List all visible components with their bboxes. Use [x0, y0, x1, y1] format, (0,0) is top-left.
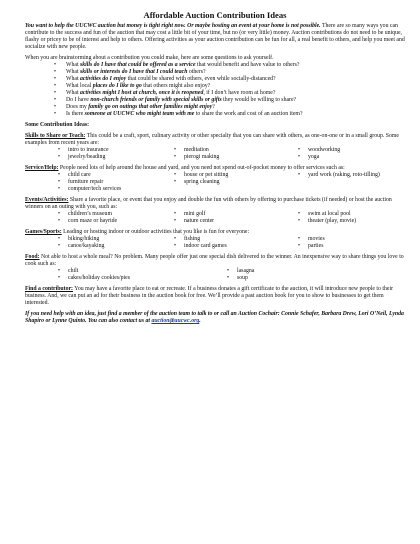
events-list — [25, 211, 405, 225]
service-list — [25, 172, 405, 193]
list-item: • cakes/holiday cookies/pies — [58, 275, 223, 282]
service-paragraph: Service/Help: People need lots of help around the house and yard, and you need not spend out-of-pocket money to offer services such as: — [25, 165, 345, 171]
list-item: • house or pet sitting — [174, 172, 294, 179]
list-item: • intro to insurance — [58, 147, 170, 154]
question-item: • What skills or interests do I have that I could teach others? — [66, 69, 405, 76]
list-item: • parties — [298, 243, 408, 250]
question-item: • What activities do I enjoy that could be shared with others, even while socially-distanced? — [66, 76, 405, 83]
food-paragraph: Food: Not able to host a whole meal? No problem. Many people offer just one special dish delivered to the winner. An inexpensive way to share things you love to cook such as: — [25, 254, 404, 267]
intro-lead: You want to help the UUCWC auction but money is tight right now. Or maybe hosting an event at your home is not possible. — [25, 23, 321, 29]
games-list — [25, 236, 405, 250]
list-item: • lasagna — [227, 268, 387, 275]
events-paragraph: Events/Activities: Share a favorite place, or event that you enjoy and double the fun with others by offering to purchase tickets (if needed) or host the auction winners on an outing with you, such as: — [25, 197, 392, 210]
list-item: • computer/tech services — [58, 186, 170, 193]
question-item: • What activities might I host at church, once it is reopened, if I don’t have room at home? — [66, 90, 405, 97]
page-title: Affordable Auction Contribution Ideas — [143, 10, 287, 20]
list-item: • chili — [58, 268, 223, 275]
skills-paragraph: Skills to Share or Teach: This could be a craft, sport, culinary activity or other specialty that you can share with others, as one-on-one or in a small group. Some examples from recent years are: — [25, 133, 399, 146]
list-item: • yard work (raking, roto-tilling) — [298, 172, 408, 179]
footer-note: If you need help with an idea, just find a member of the auction team to talk to or call an Auction Cochair: Connie Schafer, Barbara Drew, Lori O’Neil, Lynda Shapiro or Lynne Quinto. You can also contact us at auction@uucwc.org. — [25, 311, 404, 324]
games-paragraph: Games/Sports: Leading or hosting indoor or outdoor activities that you like is fun for everyone: — [25, 229, 250, 235]
list-item: • biking/hiking — [58, 236, 170, 243]
list-item: • woodworking — [298, 147, 408, 154]
list-item: • nature center — [174, 218, 294, 225]
list-item: • corn maze or hayride — [58, 218, 170, 225]
list-item: • spring cleaning — [174, 179, 294, 186]
list-item: • children’s museum — [58, 211, 170, 218]
question-item: • Do I have non-church friends or family with special skills or gifts they would be willing to share? — [66, 97, 405, 104]
list-item: • furniture repair — [58, 179, 170, 186]
intro-paragraph — [25, 23, 405, 51]
question-item: • Is there someone at UUCWC who might team with me to share the work and cost of an auction item? — [66, 111, 405, 118]
list-item: • pierogi making — [174, 154, 294, 161]
section-heading: Some Contribution Ideas: — [25, 122, 90, 128]
skills-list — [25, 147, 405, 161]
list-item: • child care — [58, 172, 170, 179]
intro-rest: There are so many ways you can contribute to the success and fun of the auction that may cost a little bit of your time, but no (or very little) money. Auction contributions do not need to be unique, flashy or pricey to be of interest and help to others. Offering activities as your auction contribution can be fun for all, a real benefit to others, and help you meet and socialize with new people. — [25, 23, 405, 50]
list-item: • indoor card games — [174, 243, 294, 250]
list-item: • canoe/kayaking — [58, 243, 170, 250]
list-item: • meditation — [174, 147, 294, 154]
contributor-paragraph: Find a contributor: You may have a favorite place to eat or recreate. If a business donates a gift certificate to the auction, it will introduce new people to their business. And, we can put an ad for their business in the auction book for free. We’ll provide a past auction book for you to show to businesses to get them interested. — [25, 286, 393, 306]
list-item: • yoga — [298, 154, 408, 161]
list-item: • soup — [227, 275, 387, 282]
list-item: • movies — [298, 236, 408, 243]
email-link[interactable]: auction@uucwc.org — [151, 318, 200, 324]
list-item: • swim at local pool — [298, 211, 408, 218]
question-item: • Does my family go on outings that other families might enjoy? — [66, 104, 405, 111]
list-item: • mini golf — [174, 211, 294, 218]
list-item: • fishing — [174, 236, 294, 243]
list-item: • theater (play, movie) — [298, 218, 408, 225]
brainstorm-intro: When you are brainstorming about a contribution you could make, here are some questions to ask yourself. — [25, 55, 274, 61]
food-list — [25, 268, 405, 282]
list-item: • jewelry/beading — [58, 154, 170, 161]
question-item: • What local places do I like to go that others might also enjoy? — [66, 83, 405, 90]
question-list — [25, 62, 405, 118]
question-item: • What skills do I have that could be offered as a service that would benefit and have value to others? — [66, 62, 405, 69]
